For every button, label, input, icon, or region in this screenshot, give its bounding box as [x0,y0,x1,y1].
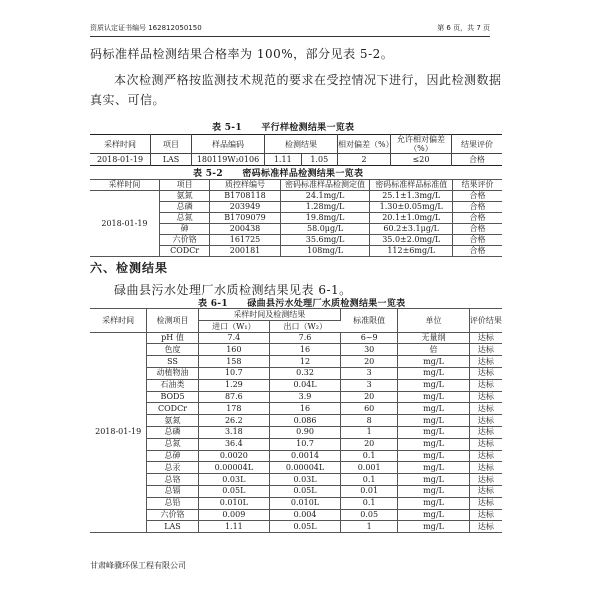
table-row [90,462,502,474]
col-header: 进口（W₁） [198,320,269,332]
cell: 0.32 [270,367,341,379]
cell: 达标 [469,332,502,344]
table-row [90,191,502,202]
cell: 1.11 [198,521,269,533]
cell: mg/L [398,521,469,533]
cell: mg/L [398,403,469,415]
cell: 总氮 [159,213,209,224]
paragraph-qc-summary: 码标准样品检测结果合格率为 100%，部分见表 5-2。 [90,47,394,61]
cell: 0.90 [270,426,341,438]
cell: 0.04L [270,379,341,391]
col-header: 采样时间 [90,309,147,333]
cell: 7.4 [198,332,269,344]
cell: mg/L [398,415,469,427]
cell: 0.01 [340,485,397,497]
table-5-2-caption [193,166,363,179]
cell: 合格 [452,246,502,257]
cell: 60.2±3.1μg/L [370,224,453,235]
cell: 合格 [452,202,502,213]
table-header-row [90,309,502,321]
table-row [90,403,502,415]
cell: 3 [340,379,397,391]
cell: 达标 [469,509,502,521]
cell: 达标 [469,403,502,415]
col-header-group: 采样时间及检测结果 [198,309,340,321]
cell: mg/L [398,450,469,462]
cell: 总铬 [147,474,198,486]
cell: 达标 [469,391,502,403]
table-row [90,356,502,368]
cell: 六价铬 [147,509,198,521]
cell: 达标 [469,438,502,450]
cell: 合格 [452,213,502,224]
cell: 24.1mg/L [280,191,370,202]
cell: 6~9 [340,332,397,344]
cell: LAS [151,154,192,166]
col-header: 项目 [159,180,209,191]
col-header: 允许相对偏差（%） [391,135,452,154]
table-5-2-number: 表 5-2 [193,169,223,179]
cell: 0.03L [198,474,269,486]
table-5-1 [90,134,502,166]
cell: pH 值 [147,332,198,344]
cell: 180119W₂0106 [192,154,265,166]
cell: mg/L [398,462,469,474]
cell: mg/L [398,379,469,391]
cell: 达标 [469,426,502,438]
cell: 达标 [469,450,502,462]
cell: 砷 [159,224,209,235]
table-5-2-title: 密码标准样品检测结果一览表 [242,169,364,179]
cell: 达标 [469,415,502,427]
cell: 178 [198,403,269,415]
table-row [90,521,502,533]
table-row [90,415,502,427]
cell: 1.28mg/L [280,202,370,213]
cell: 合格 [452,224,502,235]
cell: 200181 [210,246,280,257]
cell: 色度 [147,344,198,356]
cell: 1.30±0.05mg/L [370,202,453,213]
cell: 0.05 [340,509,397,521]
cell: 20 [340,391,397,403]
table-5-2 [90,179,502,257]
cell: 合格 [452,235,502,246]
cell: 1.29 [198,379,269,391]
cell: 3.18 [198,426,269,438]
cell: 0.03L [270,474,341,486]
cell: 58.0μg/L [280,224,370,235]
cell: SS [147,356,198,368]
table-row [90,426,502,438]
cell: 0.1 [340,450,397,462]
cell: 0.1 [340,497,397,509]
cell: 2018-01-19 [90,191,159,257]
cell: mg/L [398,497,469,509]
cell: 20 [340,356,397,368]
cell: 达标 [469,497,502,509]
cell: 16 [270,403,341,415]
cell: LAS [147,521,198,533]
table-5-1-caption [212,120,354,133]
cell: 36.4 [198,438,269,450]
cell: 2018-01-19 [90,154,151,166]
cell: BOD5 [147,391,198,403]
col-header: 结果评价 [452,135,503,154]
table-row [90,154,502,166]
table-header-row [90,135,502,154]
cell: 1 [340,426,397,438]
cell: 达标 [469,521,502,533]
cell: 10.7 [270,438,341,450]
cell: 合格 [469,154,485,164]
cell: 总砷 [147,450,198,462]
col-header: 密码标准样品标准值 [370,180,453,191]
cell: 2 [338,154,391,166]
page-header [90,10,490,37]
cell: 30 [340,344,397,356]
cell: B1708118 [210,191,280,202]
table-row [90,438,502,450]
table-row [90,474,502,486]
cell: 3.9 [270,391,341,403]
cell: 112±6mg/L [370,246,453,257]
cell: 总磷 [159,202,209,213]
section-title: 六、检测结果 [90,261,169,275]
table-row [90,509,502,521]
cell: 19.8mg/L [280,213,370,224]
cell: 158 [198,356,269,368]
table-6-1-number: 表 6-1 [198,299,228,309]
cell: 20 [340,438,397,450]
table-row [90,485,502,497]
cell: 26.2 [198,415,269,427]
cell: mg/L [398,356,469,368]
paragraph-data-reliability: 本次检测严格按监测技术规范的要求在受控情况下进行，因此检测数据真实、可信。 [90,73,502,107]
table-row [90,450,502,462]
cell: 总磷 [147,426,198,438]
cell: 0.0020 [198,450,269,462]
col-header: 检测项目 [147,309,198,333]
col-header: 采样时间 [90,180,159,191]
cell: 达标 [469,367,502,379]
cell: ≤20 [391,154,452,166]
col-header: 采样时间 [90,135,151,154]
cell: mg/L [398,438,469,450]
cell: 石油类 [147,379,198,391]
cell: CODCr [147,403,198,415]
cell: 108mg/L [280,246,370,257]
col-header: 结果评价 [452,180,502,191]
cell: mg/L [398,509,469,521]
cell: mg/L [398,485,469,497]
cell: 161725 [210,235,280,246]
cell: 60 [340,403,397,415]
cell: 1.11 [265,154,302,166]
footer-company: 甘肃峰骥环保工程有限公司 [90,561,186,570]
table-row [90,379,502,391]
cell: 0.00004L [198,462,269,474]
cell: 倍 [398,344,469,356]
cell: 3 [340,367,397,379]
cell: 0.009 [198,509,269,521]
table-header-row [90,180,502,191]
cell: B1709079 [210,213,280,224]
cell: 达标 [469,344,502,356]
col-header: 检测结果 [265,135,338,154]
cell: 达标 [469,474,502,486]
table-5-1-number: 表 5-1 [212,123,242,133]
col-header: 项目 [151,135,192,154]
cell: 200438 [210,224,280,235]
cell: 20.1±1.0mg/L [370,213,453,224]
cell: 无量纲 [398,332,469,344]
cell: 2018-01-19 [90,332,147,533]
cell: 35.6mg/L [280,235,370,246]
cell: 0.010L [270,497,341,509]
table-row [90,344,502,356]
table-6-1 [90,308,502,533]
cell: 达标 [469,356,502,368]
table-row [90,497,502,509]
table-row [90,332,502,344]
col-header: 出口（W₂） [270,320,341,332]
cell: 35.0±2.0mg/L [370,235,453,246]
cell: 0.010L [198,497,269,509]
cell: 0.004 [270,509,341,521]
cell: mg/L [398,426,469,438]
cell: 合格 [452,191,502,202]
cell: 0.0014 [270,450,341,462]
cell: 16 [270,344,341,356]
cell: CODCr [159,246,209,257]
cell: 0.00004L [270,462,341,474]
cell: 0.05L [198,485,269,497]
cell: 87.6 [198,391,269,403]
section-intro: 碌曲县污水处理厂水质检测结果见表 6-1。 [114,283,352,297]
cell: 25.1±1.3mg/L [370,191,453,202]
col-header: 样品编码 [192,135,265,154]
cell: 1 [340,521,397,533]
cell: 达标 [469,485,502,497]
cell: 0.001 [340,462,397,474]
cell: 达标 [469,379,502,391]
cert-number: 资质认定证书编号 162812050150 [90,24,202,32]
cell: mg/L [398,474,469,486]
col-header: 相对偏差（%） [338,135,391,154]
col-header: 质控样编号 [210,180,280,191]
col-header: 标准限值 [340,309,397,333]
table-row [90,391,502,403]
col-header: 评价结果 [469,309,502,333]
table-row [90,367,502,379]
cell: 1.05 [301,154,338,166]
cell: 动植物油 [147,367,198,379]
table-5-1-title: 平行样检测结果一览表 [261,123,355,133]
cell: 12 [270,356,341,368]
cell: 总镉 [147,485,198,497]
cell: 10.7 [198,367,269,379]
cell: 总汞 [147,462,198,474]
cell: mg/L [398,367,469,379]
cell: 氨氮 [147,415,198,427]
page-number: 第 6 页，共 7 页 [437,24,490,32]
cell: 0.05L [270,485,341,497]
cell: 0.05L [270,521,341,533]
cell: 0.086 [270,415,341,427]
cell: 达标 [469,462,502,474]
cell: 203949 [210,202,280,213]
cell: 六价铬 [159,235,209,246]
cell: 总氮 [147,438,198,450]
cell: 0.1 [340,474,397,486]
cell: 8 [340,415,397,427]
cell: mg/L [398,391,469,403]
cell: 氨氮 [159,191,209,202]
cell: 总铅 [147,497,198,509]
table-6-1-title: 碌曲县污水处理厂水质检测结果一览表 [247,299,406,309]
col-header: 单位 [398,309,469,333]
col-header: 密码标准样品检测定值 [280,180,370,191]
cell: 160 [198,344,269,356]
cell: 7.6 [270,332,341,344]
